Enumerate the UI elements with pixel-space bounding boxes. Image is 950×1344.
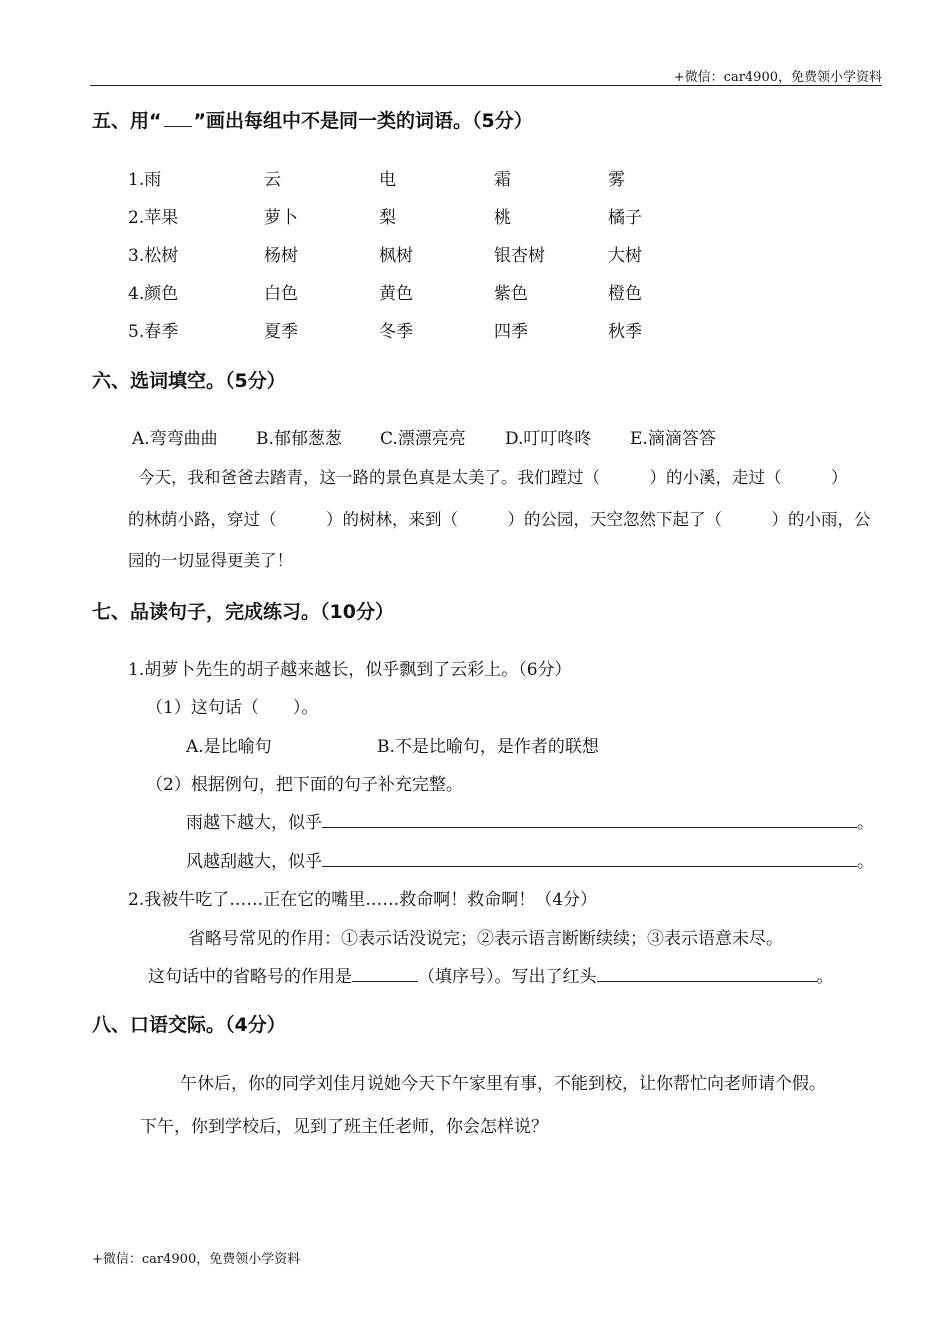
question-1-1: （1）这句话（ ）。 [146,698,319,718]
question-2: 2.我被牛吃了……正在它的嘴里……救命啊！救命啊！（4分） [128,890,598,910]
word-cell: 4.颜色 [128,284,179,304]
oral-prompt-line-2: 下午，你到学校后，见到了班主任老师，你会怎样说？ [140,1117,548,1137]
choice-a: A.是比喻句 [186,737,272,757]
passage-line-2: 的林荫小路，穿过（ ）的树林，来到（ ）的公园，天空忽然下起了（ ）的小雨，公 [128,510,871,529]
word-cell: 紫色 [494,284,528,304]
period: 。 [857,852,874,872]
word-cell: 杨树 [264,246,298,266]
question-2-ask-mid: （填序号）。写出了红头 [418,967,597,987]
option-c: C.漂漂亮亮 [380,429,466,449]
word-cell: 3.松树 [128,246,179,266]
word-cell: 银杏树 [494,246,545,266]
fill-line-rain-prompt: 雨越下越大，似乎 [186,813,322,833]
option-a: A.弯弯曲曲 [132,429,218,449]
footer-note: +微信：car4900，免费领小学资料 [92,1252,301,1267]
answer-blank-red-head[interactable] [597,964,817,982]
underline-sample [164,107,192,127]
word-cell: 夏季 [264,322,298,342]
section-6-title: 六、选词填空。（5分） [92,370,286,392]
question-2-ask [148,962,834,987]
header-note: +微信：car4900，免费领小学资料 [673,70,882,85]
question-1-2: （2）根据例句，把下面的句子补充完整。 [146,775,463,795]
answer-blank-rain[interactable] [322,810,857,828]
option-e: E.滴滴答答 [630,429,716,449]
word-cell: 桃 [494,208,511,228]
word-cell: 大树 [608,246,642,266]
option-d: D.叮叮咚咚 [505,429,592,449]
section-5-title [92,106,533,133]
option-b: B.郁郁葱葱 [256,429,342,449]
word-cell: 四季 [494,322,528,342]
ellipsis-note: 省略号常见的作用：①表示话没说完；②表示语言断断续续；③表示语意未尽。 [188,929,783,949]
word-cell: 橘子 [608,208,642,228]
word-cell: 秋季 [608,322,642,342]
word-cell: 2.苹果 [128,208,179,228]
header-divider [90,85,882,86]
word-cell: 1.雨 [128,170,162,190]
question-1: 1.胡萝卜先生的胡子越来越长，似乎飘到了云彩上。（6分） [128,660,572,680]
word-cell: 霜 [494,170,511,190]
passage-line-3: 园的一切显得更美了！ [128,551,293,570]
fill-line-rain [186,808,874,833]
word-cell: 梨 [379,208,396,228]
passage-line-1: 今天，我和爸爸去踏青，这一路的景色真是太美了。我们蹚过（ ）的小溪，走过（ ） [138,468,848,487]
oral-prompt-line-1: 午休后，你的同学刘佳月说她今天下午家里有事，不能到校，让你帮忙向老师请个假。 [180,1074,826,1094]
word-cell: 白色 [264,284,298,304]
word-cell: 萝卜 [264,208,298,228]
fill-line-wind-prompt: 风越刮越大，似乎 [186,852,322,872]
word-cell: 黄色 [379,284,413,304]
word-cell: 电 [379,170,396,190]
fill-line-wind [186,847,874,872]
word-cell: 5.春季 [128,322,179,342]
answer-blank-number[interactable] [352,964,418,982]
word-cell: 雾 [608,170,625,190]
section-5-title-end: ”画出每组中不是同一类的词语。（5分） [193,110,533,132]
word-cell: 橙色 [608,284,642,304]
question-2-ask-start: 这句话中的省略号的作用是 [148,967,352,987]
section-7-title: 七、品读句子，完成练习。（10分） [92,601,394,623]
word-cell: 冬季 [379,322,413,342]
section-8-title: 八、口语交际。（4分） [92,1014,286,1036]
choice-b: B.不是比喻句，是作者的联想 [377,737,599,757]
section-5-title-start: 五、用“ [92,110,162,132]
word-cell: 云 [264,170,281,190]
period: 。 [857,813,874,833]
word-cell: 枫树 [379,246,413,266]
period: 。 [816,967,834,987]
answer-blank-wind[interactable] [322,849,857,867]
